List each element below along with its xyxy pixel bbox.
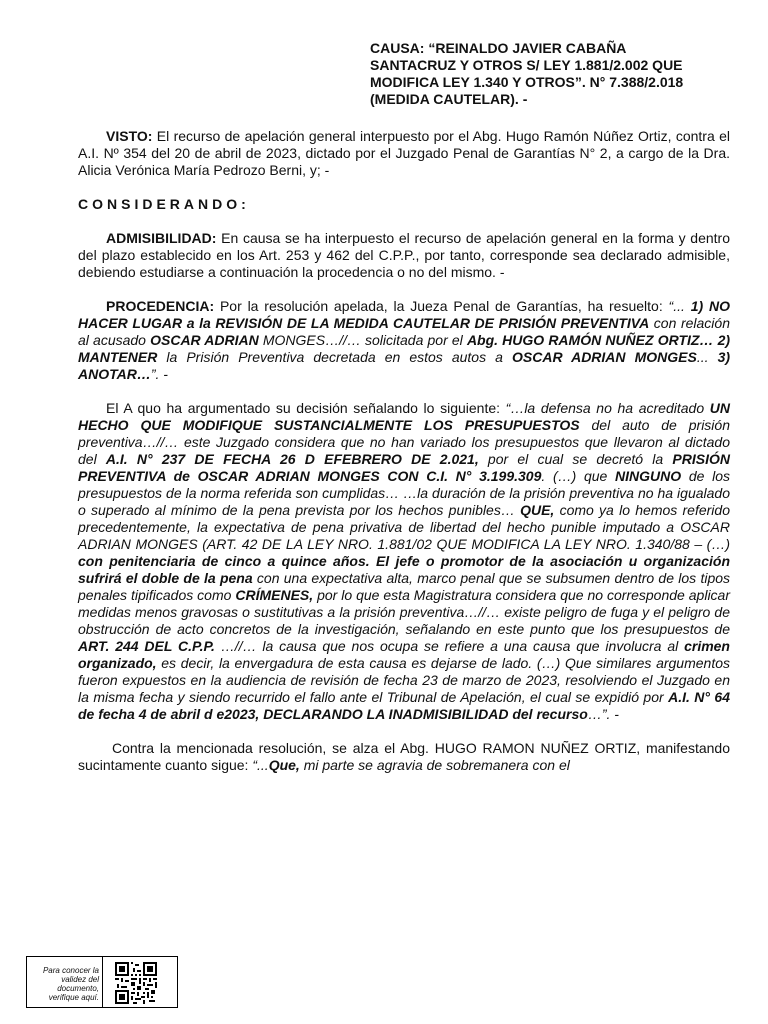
text-run: ART. 244 DEL C.P.P. xyxy=(78,638,215,654)
verification-box xyxy=(26,956,178,1008)
text-run: Abg. HUGO RAMÓN NUÑEZ ORTIZ… 2) MANTENER xyxy=(78,332,731,365)
visto-paragraph xyxy=(78,128,730,179)
visto-label: VISTO: xyxy=(106,128,153,144)
text-run: Por la resolución apelada, la Jueza Penal de Garantías, ha resuelto: xyxy=(214,298,669,314)
text-run: “... xyxy=(252,757,269,773)
text-run: OSCAR ADRIAN MONGES xyxy=(512,349,697,365)
text-run: ”. - xyxy=(150,366,168,382)
text-run: ... xyxy=(696,349,718,365)
text-run: “... xyxy=(668,298,691,314)
text-run: CRÍMENES, xyxy=(235,587,314,603)
considerando-heading: CONSIDERANDO: xyxy=(78,196,250,212)
case-heading xyxy=(370,40,740,108)
text-run: como ya lo hemos referido precedentemente, la expectativa de pena privativa de libertad del hecho punible imputado a OSCAR ADRIAN MONGES (ART. 42 DE LA LEY NRO. 1.881/02 QUE MODIFICA LA LEY NRO. 1.340/88 – (…) xyxy=(78,502,730,552)
text-run: PRISIÓN PREVENTIVA de OSCAR ADRIAN MONGES CON C.I. N° 3.199.309 xyxy=(78,451,730,484)
aquo-paragraph xyxy=(78,400,730,723)
text-run: Que, xyxy=(268,757,300,773)
contra-paragraph xyxy=(78,740,730,774)
text-run: es decir, la envergadura de esta causa es dejarse de lado. (…) Que similares argumentos fueron expuestos en la audiencia de revisión de fecha 23 de marzo de 2023, resolviendo el Juzgado en la misma fecha y siendo recurrido el fallo ante el Tribunal de Apelación, el cual se expidió por xyxy=(78,655,730,705)
text-run: QUE, xyxy=(520,502,555,518)
case-heading-line: CAUSA: “REINALDO JAVIER CABAÑA xyxy=(370,40,627,56)
text-run: con una expectativa alta, marco penal que se subsumen dentro de los tipos penales tipificados como xyxy=(78,570,731,603)
text-run: …”. - xyxy=(587,706,619,722)
text-run: El A quo ha argumentado su decisión señalando lo siguiente: xyxy=(106,400,506,416)
text-run: A.I. N° 64 de fecha 4 de abril d e2023, DECLARANDO LA INADMISIBILIDAD del recurso xyxy=(78,689,730,722)
procedencia-paragraph xyxy=(78,298,730,383)
text-run: del auto de prisión preventiva…//… este Juzgado considera que no han variado los presupuestos que llevaron al dictado del xyxy=(78,417,730,467)
text-run: por lo que esta Magistratura considera que no corresponde aplicar medidas menos gravosas o sustitutivas a la prisión preventiva…//… existe peligro de fuga y el peligro de obstrucción de acto concretos de la investigación, señalando en este punto que los presupuestos de xyxy=(78,587,731,637)
text-run: la Prisión Preventiva decretada en estos autos a xyxy=(157,349,512,365)
text-run: A.I. N° 237 DE FECHA 26 D EFEBRERO DE 2.021, xyxy=(105,451,479,467)
text-run: con penitenciaria de cinco a quince años. El jefe o promotor de la asociación u organización sufrirá el doble de la pena xyxy=(78,553,730,586)
text-run: OSCAR ADRIAN xyxy=(150,332,259,348)
text-run: Contra la mencionada resolución, se alza el Abg. HUGO RAMON NUÑEZ ORTIZ, manifestando sucintamente cuanto sigue: xyxy=(78,740,730,773)
text-run: de los presupuestos de la norma referida son cumplidas… …la duración de la prisión preventiva no ha igualado o superado al mínimo de la pena prevista por los hechos punibles… xyxy=(78,468,731,518)
text-run: . (…) que xyxy=(541,468,616,484)
admisibilidad-paragraph xyxy=(78,230,730,281)
admisibilidad-label: ADMISIBILIDAD: xyxy=(106,230,217,246)
text-run: 1) NO HACER LUGAR a la REVISIÓN DE LA MEDIDA CAUTELAR DE PRISIÓN PREVENTIVA xyxy=(78,298,730,331)
text-run: mi parte se agravia de sobremanera con el xyxy=(299,757,570,773)
text-run: NINGUNO xyxy=(615,468,682,484)
text-run: 3) ANOTAR… xyxy=(78,349,731,382)
text-run: “…la defensa no ha acreditado xyxy=(505,400,710,416)
qr-code-icon[interactable] xyxy=(115,962,157,1004)
admisibilidad-text: En causa se ha interpuesto el recurso de apelación general en la forma y dentro del plazo establecido en los Art. 253 y 462 del C.P.P., por tanto, corresponde sea declarado admisible, debiendo estudiarse a continuación la procedencia o no del mismo. - xyxy=(78,230,730,280)
verification-text: Para conocer la validez del documento, verifique aquí. xyxy=(42,966,99,1002)
text-run: MONGES…//… solicitada por el xyxy=(258,332,467,348)
text-run: crimen organizado, xyxy=(78,638,730,671)
text-run: con relación al acusado xyxy=(78,315,730,348)
case-heading-line: (MEDIDA CAUTELAR). - xyxy=(370,91,528,107)
text-run: por el cual se decretó la xyxy=(478,451,673,467)
text-run: …//… la causa que nos ocupa se refiere a una causa que involucra al xyxy=(214,638,685,654)
case-heading-line: SANTACRUZ Y OTROS S/ LEY 1.881/2.002 QUE xyxy=(370,57,683,73)
document-body xyxy=(78,128,730,791)
visto-text: El recurso de apelación general interpuesto por el Abg. Hugo Ramón Núñez Ortiz, contra el A.I. Nº 354 del 20 de abril de 2023, dictado por el Juzgado Penal de Garantías N° 2, a cargo de la Dra. Alicia Verónica María Pedrozo Berni, y; - xyxy=(78,128,730,178)
text-run: UN HECHO QUE MODIFIQUE SUSTANCIALMENTE LOS PRESUPUESTOS xyxy=(78,400,730,433)
case-heading-line: MODIFICA LEY 1.340 Y OTROS”. N° 7.388/2.018 xyxy=(370,74,684,90)
verification-divider xyxy=(102,957,103,1007)
procedencia-label: PROCEDENCIA: xyxy=(106,298,215,314)
